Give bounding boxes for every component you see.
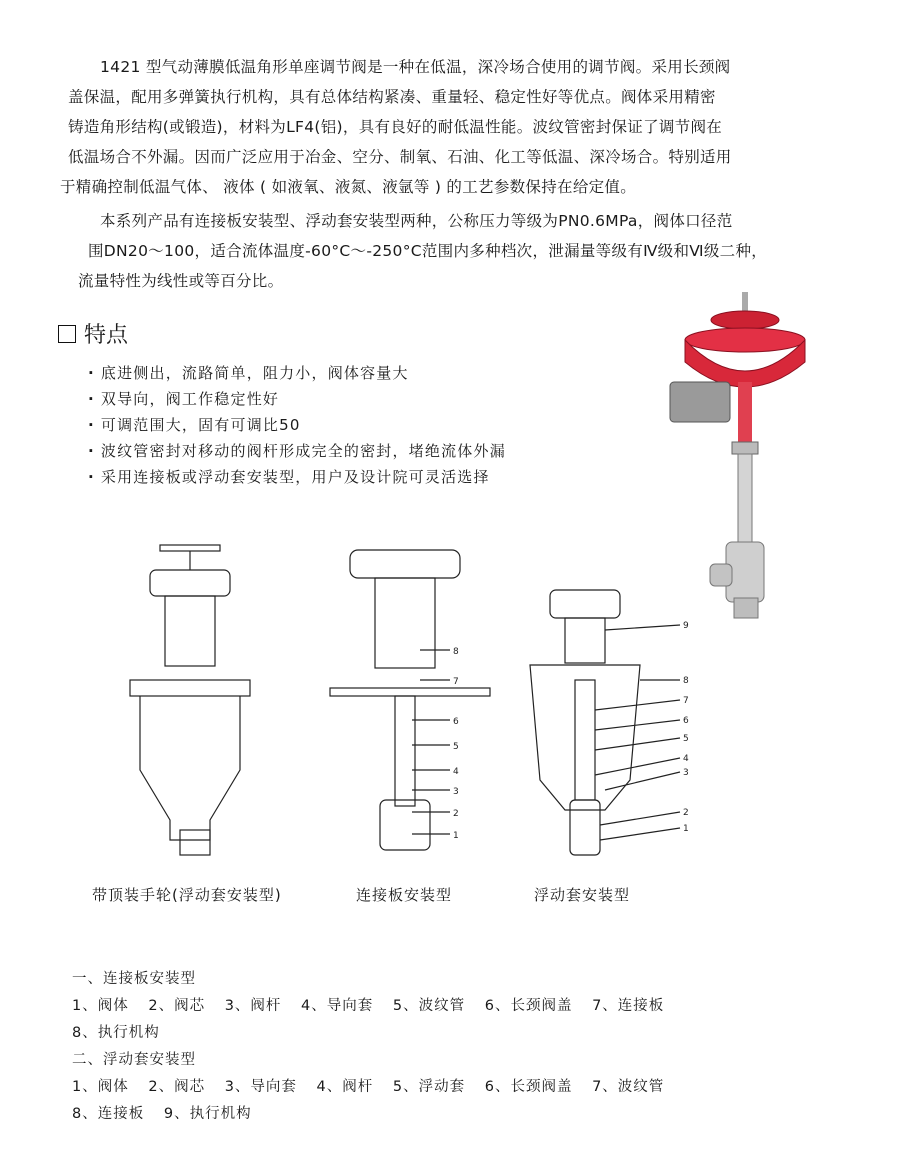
parts-section2-title: 二、浮动套安装型 [72, 1052, 196, 1068]
part-item: 3、阀杆 [224, 998, 282, 1014]
diagram3-label: 8 [683, 676, 689, 686]
part-item: 5、浮动套 [392, 1079, 466, 1095]
parts-section1-title: 一、连接板安装型 [72, 971, 196, 987]
part-item: 6、长颈阀盖 [484, 998, 573, 1014]
diagram3-label: 4 [683, 754, 689, 764]
diagram-plate-mount [320, 530, 500, 870]
intro-para2-line1: 本系列产品有连接板安装型、浮动套安装型两种，公称压力等级为PN0.6MPa，阀体口径范 [100, 212, 733, 230]
part-item: 1、阀体 [72, 1079, 129, 1095]
diagram2-label: 3 [453, 787, 459, 797]
feature-item: · 采用连接板或浮动套安装型，用户及设计院可灵活选择 [88, 464, 506, 490]
diagram-caption-plate: 连接板安装型 [356, 886, 453, 904]
diagram2-label: 1 [453, 831, 459, 841]
diagram3-label: 6 [683, 716, 689, 726]
intro-para1-line2: 盖保温，配用多弹簧执行机构，具有总体结构紧凑、重量轻、稳定性好等优点。阀体采用精密 [68, 88, 716, 106]
part-item: 4、导向套 [301, 998, 374, 1014]
part-item: 6、长颈阀盖 [484, 1079, 573, 1095]
part-item: 1、阀体 [72, 998, 129, 1014]
parts-section2-row2 [72, 1101, 678, 1128]
diagram-handwheel-floating [120, 530, 260, 870]
parts-list [72, 966, 678, 1128]
feature-item: · 底进侧出，流路简单，阻力小，阀体容量大 [88, 360, 506, 386]
diagram-caption-floating: 浮动套安装型 [534, 886, 631, 904]
feature-list [88, 360, 506, 490]
part-item: 8、执行机构 [72, 1025, 160, 1041]
diagram-caption-handwheel: 带顶装手轮(浮动套安装型) [92, 886, 282, 904]
diagram2-label: 6 [453, 717, 459, 727]
part-item: 2、阀芯 [148, 998, 206, 1014]
intro-para2-line3: 流量特性为线性或等百分比。 [78, 272, 284, 290]
part-item: 5、波纹管 [392, 998, 466, 1014]
diagram3-label: 5 [683, 734, 689, 744]
feature-item: · 双导向，阀工作稳定性好 [88, 386, 506, 412]
diagram3-label: 2 [683, 808, 689, 818]
diagram2-label: 5 [453, 742, 459, 752]
diagram2-label: 4 [453, 767, 459, 777]
diagram2-label: 2 [453, 809, 459, 819]
part-item: 7、连接板 [592, 998, 665, 1014]
intro-para1-line5: 于精确控制低温气体、 液体 ( 如液氧、液氮、液氩等 ) 的工艺参数保持在给定值。 [60, 178, 637, 196]
intro-para1-line4: 低温场合不外漏。因而广泛应用于冶金、空分、制氧、石油、化工等低温、深冷场合。特别适用 [68, 148, 732, 166]
diagram2-label: 8 [453, 647, 459, 657]
intro-text [60, 52, 840, 296]
diagram3-label: 7 [683, 696, 689, 706]
diagram3-label: 1 [683, 824, 689, 834]
part-item: 2、阀芯 [148, 1079, 206, 1095]
features-heading [58, 318, 128, 349]
diagram-floating-mount [520, 580, 700, 870]
parts-section1-row1 [72, 993, 678, 1020]
feature-item: · 波纹管密封对移动的阀杆形成完全的密封，堵绝流体外漏 [88, 438, 506, 464]
part-item: 3、导向套 [224, 1079, 297, 1095]
part-item: 4、阀杆 [316, 1079, 374, 1095]
part-item: 8、连接板 [72, 1106, 145, 1122]
parts-section2-row1 [72, 1074, 678, 1101]
intro-para1-line3: 铸造角形结构(或锻造)，材料为LF4(铝)，具有良好的耐低温性能。波纹管密封保证了调节阀在 [68, 118, 723, 136]
checkbox-square-icon [58, 325, 76, 343]
part-item: 9、执行机构 [163, 1106, 252, 1122]
parts-section1-row2 [72, 1020, 678, 1047]
part-item: 7、波纹管 [592, 1079, 665, 1095]
diagram2-label: 7 [453, 677, 459, 687]
features-title: 特点 [84, 323, 129, 348]
intro-para1-line1: 1421 型气动薄膜低温角形单座调节阀是一种在低温，深冷场合使用的调节阀。采用长颈阀 [100, 58, 731, 76]
feature-item: · 可调范围大，固有可调比50 [88, 412, 506, 438]
intro-para2-line2: 围DN20～100，适合流体温度-60°C～-250°C范围内多种档次，泄漏量等级有Ⅳ级和Ⅵ级二种， [88, 242, 768, 260]
diagram3-label: 9 [683, 621, 689, 631]
diagram3-label: 3 [683, 768, 689, 778]
